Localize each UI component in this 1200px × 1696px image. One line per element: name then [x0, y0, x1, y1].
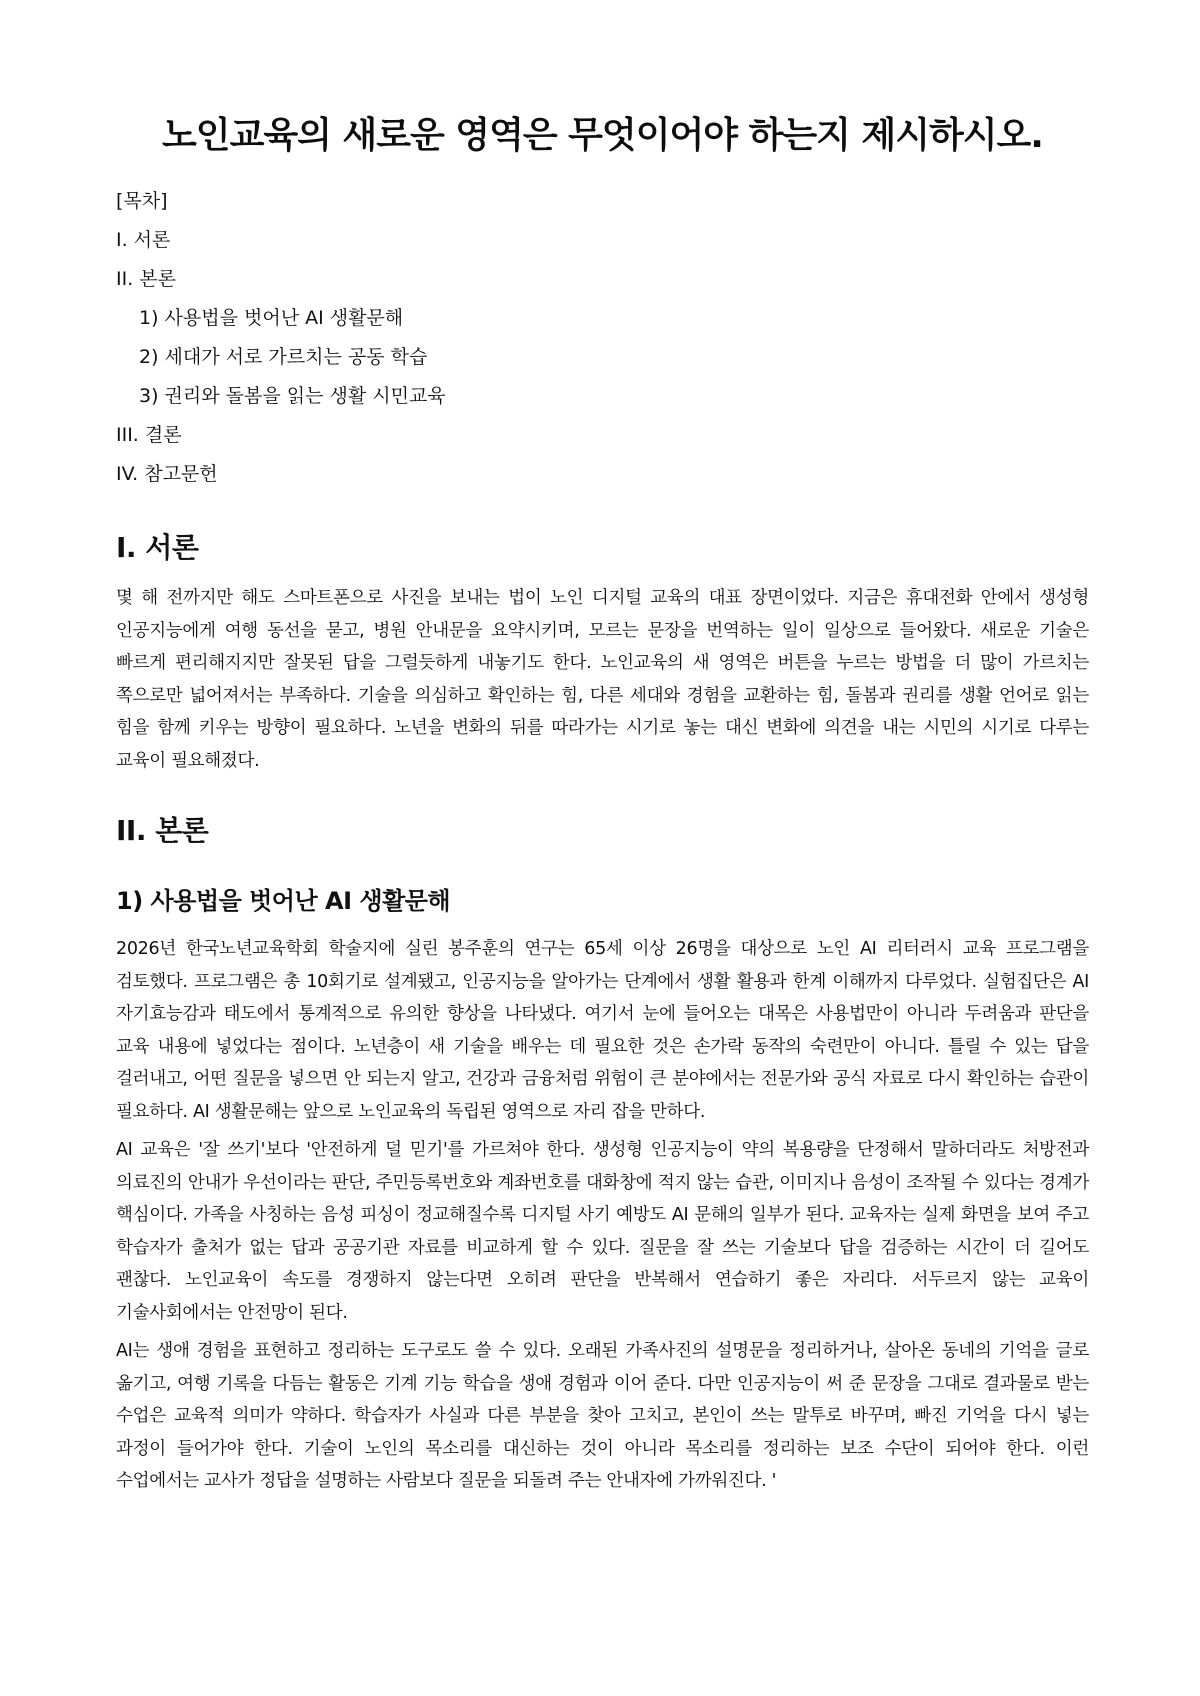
- toc-item-body-1: 1) 사용법을 벗어난 AI 생활문해: [139, 307, 404, 329]
- toc-item-body-3: 3) 권리와 돌봄을 읽는 생활 시민교육: [139, 385, 446, 407]
- body-paragraph-3: AI는 생애 경험을 표현하고 정리하는 도구로도 쓸 수 있다. 오래된 가족사진의 설명문을 정리하거나, 살아온 동네의 기억을 글로 옮기고, 여행 기록을 다듬는 활동은 기계 기능 학습을 생애 경험과 이어 준다. 다만 인공지능이 써 준 문장을 그대로 결과물로 받는 수업은 교육적 의미가 약하다. 학습자가 사실과 다른 부분을 찾아 고치고, 본인이 쓰는 말투로 바꾸며, 빠진 기억을 다시 넣는 과정이 들어가야 한다. 기술이 노인의 목소리를 대신하는 것이 아니라 목소리를 정리하는 보조 수단이 되어야 한다. 이런 수업에서는 교사가 정답을 설명하는 사람보다 질문을 되돌려 주는 안내자에 가까워진다. ': [116, 1341, 1089, 1491]
- toc-item-intro: I. 서론: [116, 229, 171, 251]
- body-paragraph-2: AI 교육은 '잘 쓰기'보다 '안전하게 덜 믿기'를 가르쳐야 한다. 생성형 인공지능이 약의 복용량을 단정해서 말하더라도 처방전과 의료진의 안내가 우선이라는 판단, 주민등록번호와 계좌번호를 대화창에 적지 않는 습관, 이미지나 음성이 조작될 수 있다는 경계가 핵심이다. 가족을 사칭하는 음성 피싱이 정교해질수록 디지털 사기 예방도 AI 문해의 일부가 된다. 교육자는 실제 화면을 보여 주고 학습자가 출처가 없는 답과 공공기관 자료를 비교하게 할 수 있다. 질문을 잘 쓰는 기술보다 답을 검증하는 시간이 더 길어도 괜찮다. 노인교육이 속도를 경쟁하지 않는다면 오히려 판단을 반복해서 연습하기 좋은 자리다. 서두르지 않는 교육이 기술사회에서는 안전망이 된다.: [116, 1140, 1089, 1323]
- section-title-body: II. 본론: [116, 814, 209, 847]
- toc-item-references: IV. 참고문헌: [116, 463, 218, 485]
- table-of-contents: [116, 182, 1089, 494]
- toc-item-body-2: 2) 세대가 서로 가르치는 공동 학습: [139, 346, 428, 368]
- toc-list: [116, 221, 1089, 494]
- toc-heading: [목차]: [116, 190, 168, 212]
- subsection-title-ai-literacy: 1) 사용법을 벗어난 AI 생활문해: [116, 887, 451, 915]
- document-title: 노인교육의 새로운 영역은 무엇이어야 하는지 제시하시오.: [162, 115, 1043, 156]
- section-title-intro: I. 서론: [116, 531, 199, 564]
- toc-item-body: II. 본론: [116, 268, 176, 290]
- body-paragraph-1: 2026년 한국노년교육학회 학술지에 실린 봉주훈의 연구는 65세 이상 26명을 대상으로 노인 AI 리터러시 교육 프로그램을 검토했다. 프로그램은 총 10회기로 설계됐고, 인공지능을 알아가는 단계에서 생활 활용과 한계 이해까지 다루었다. 실험집단은 AI 자기효능감과 태도에서 통계적으로 유의한 향상을 나타냈다. 여기서 눈에 들어오는 대목은 사용법만이 아니라 두려움과 판단을 교육 내용에 넣었다는 점이다. 노년층이 새 기술을 배우는 데 필요한 것은 손가락 동작의 숙련만이 아니다. 틀릴 수 있는 답을 걸러내고, 어떤 질문을 넣으면 안 되는지 알고, 건강과 금융처럼 위험이 큰 분야에서는 전문가와 공식 자료로 다시 확인하는 습관이 필요하다. AI 생활문해는 앞으로 노인교육의 독립된 영역으로 자리 잡을 만하다.: [116, 939, 1089, 1122]
- intro-paragraph: 몇 해 전까지만 해도 스마트폰으로 사진을 보내는 법이 노인 디지털 교육의 대표 장면이었다. 지금은 휴대전화 안에서 생성형 인공지능에게 여행 동선을 묻고, 병원 안내문을 요약시키며, 모르는 문장을 번역하는 일이 일상으로 들어왔다. 새로운 기술은 빠르게 편리해지지만 잘못된 답을 그럴듯하게 내놓기도 한다. 노인교육의 새 영역은 버튼을 누르는 방법을 더 많이 가르치는 쪽으로만 넓어져서는 부족하다. 기술을 의심하고 확인하는 힘, 다른 세대와 경험을 교환하는 힘, 돌봄과 권리를 생활 언어로 읽는 힘을 함께 키우는 방향이 필요하다. 노년을 변화의 뒤를 따라가는 시기로 놓는 대신 변화에 의견을 내는 시민의 시기로 다루는 교육이 필요해졌다.: [116, 588, 1089, 771]
- toc-item-conclusion: III. 결론: [116, 424, 182, 446]
